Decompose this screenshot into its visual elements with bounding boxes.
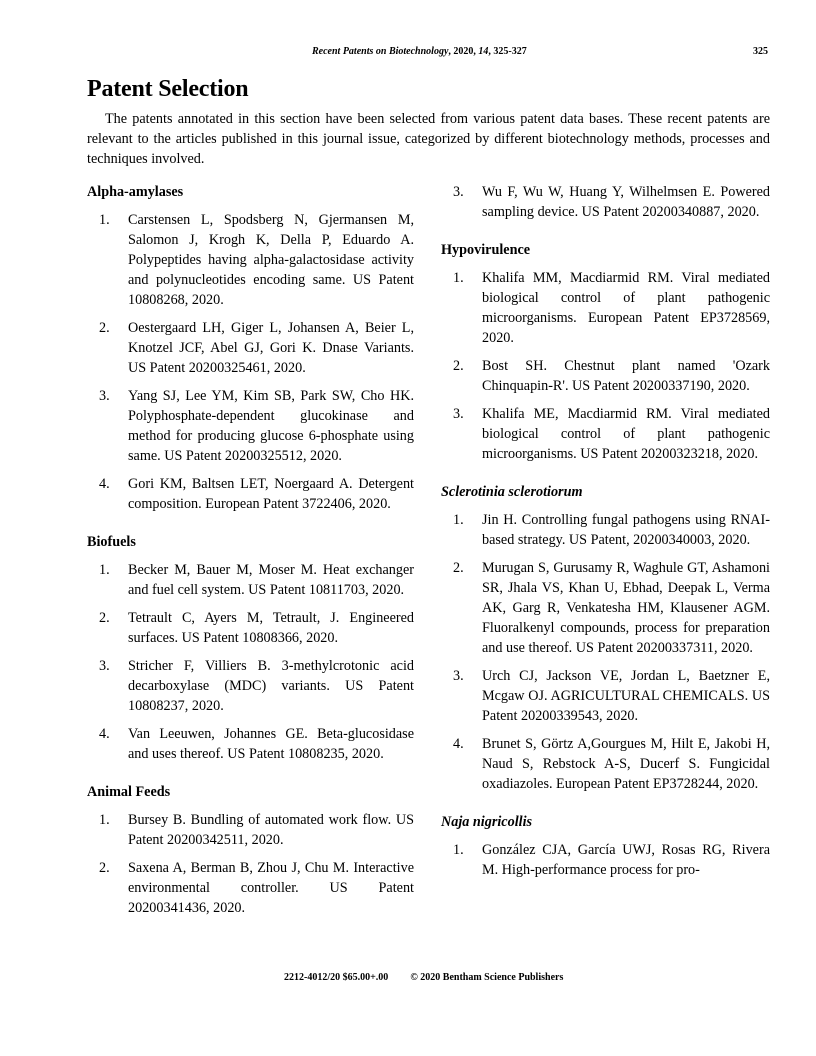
reference-item [441,666,770,726]
reference-number: 3. [453,406,464,422]
journal-volume: 14 [478,46,489,57]
reference-text: Tetrault C, Ayers M, Tetrault, J. Engineered surfaces. US Patent 10808366, 2020. [128,610,414,646]
section-heading: Sclerotinia sclerotiorum [441,484,583,500]
reference-text: Saxena A, Berman B, Zhou J, Chu M. Interactive environmental controller. US Patent 20200341436, 2020. [128,860,414,916]
section-sclerotinia-sclerotiorum [441,482,770,794]
section-heading: Hypovirulence [441,242,531,258]
reference-text: Brunet S, Görtz A,Gourgues M, Hilt E, Jakobi H, Naud S, Rebstock A-S, Ducerf S. Fungicidal oxadiazoles. European Patent EP3728244, 2020. [482,736,770,792]
reference-number: 3. [453,668,464,684]
reference-item [87,858,414,918]
reference-text: Bost SH. Chestnut plant named 'Ozark Chinquapin-R'. US Patent 20200337190, 2020. [482,358,770,394]
reference-number: 2. [99,320,110,336]
reference-text: Carstensen L, Spodsberg N, Gjermansen M, Salomon J, Krogh K, Della P, Eduardo A. Polypeptides having alpha-galactosidase activity and polynucleotides encoding same. US Patent 10808268, 2020. [128,212,414,308]
page-title: Patent Selection [87,76,249,102]
section-heading: Biofuels [87,534,136,550]
reference-number: 1. [453,842,464,858]
section-biofuels [87,532,414,764]
copyright: © 2020 Bentham Science Publishers [410,972,564,983]
reference-text: Urch CJ, Jackson VE, Jordan L, Baetzner E, Mcgaw OJ. AGRICULTURAL CHEMICALS. US Patent 20200339543, 2020. [482,668,770,724]
reference-item [87,810,414,850]
reference-item [441,356,770,396]
reference-item [441,510,770,550]
reference-text: Khalifa ME, Macdiarmid RM. Viral mediated biological control of plant pathogenic microorganisms. US Patent 20200323218, 2020. [482,406,770,462]
reference-number: 3. [99,388,110,404]
page-number: 325 [753,46,768,57]
reference-number: 4. [453,736,464,752]
reference-item [441,268,770,348]
section-naja-nigricollis [441,812,770,880]
reference-text: Stricher F, Villiers B. 3-methylcrotonic acid decarboxylase (MDC) variants. US Patent 10808237, 2020. [128,658,414,714]
intro-paragraph: The patents annotated in this section have been selected from various patent data bases. These recent patents are relevant to the articles published in this journal issue, categorized by different biotechnology methods, processes and techniques involved. [87,111,770,167]
reference-number: 1. [99,812,110,828]
reference-list [87,810,414,918]
reference-text: Murugan S, Gurusamy R, Waghule GT, Ashamoni SR, Jhala VS, Khan U, Ebhad, Deepak L, Verma AK, Garg R, Venkatesha HM, Klausener AGM. Fluoralkenyl compounds, process for preparation and use thereof. US Patent 20200337311, 2020. [482,560,770,656]
section-heading: Alpha-amylases [87,184,184,200]
section-alpha-amylases [87,182,414,514]
reference-item [87,386,414,466]
reference-number: 1. [99,562,110,578]
reference-text: Van Leeuwen, Johannes GE. Beta-glucosidase and uses thereof. US Patent 10808235, 2020. [128,726,414,762]
reference-item [441,734,770,794]
section-animal-feeds [87,782,414,918]
reference-number: 4. [99,476,110,492]
reference-text: Gori KM, Baltsen LET, Noergaard A. Detergent composition. European Patent 3722406, 2020. [128,476,414,512]
right-column [441,182,770,898]
reference-item [87,656,414,716]
reference-text: Khalifa MM, Macdiarmid RM. Viral mediated biological control of plant pathogenic microorganisms. European Patent EP3728569, 2020. [482,270,770,346]
reference-text: Jin H. Controlling fungal pathogens using RNAI-based strategy. US Patent, 20200340003, 2020. [482,512,770,548]
reference-item [87,608,414,648]
reference-item [87,724,414,764]
reference-item [441,558,770,658]
reference-text: González CJA, García UWJ, Rosas RG, Rivera M. High-performance process for pro- [482,842,770,878]
issn-price: 2212-4012/20 $65.00+.00 [284,972,389,983]
reference-list [87,210,414,514]
reference-number: 4. [99,726,110,742]
page-footer [284,972,563,983]
reference-item [87,210,414,310]
reference-text: Wu F, Wu W, Huang Y, Wilhelmsen E. Powered sampling device. US Patent 20200340887, 2020. [482,184,770,220]
running-head [312,46,768,57]
reference-item [87,474,414,514]
reference-list [87,560,414,764]
reference-number: 3. [453,184,464,200]
reference-text: Yang SJ, Lee YM, Kim SB, Park SW, Cho HK. Polyphosphate-dependent glucokinase and method for producing glucose 6-phosphate using same. US Patent 20200325512, 2020. [128,388,414,464]
reference-item [441,840,770,880]
reference-number: 2. [99,860,110,876]
reference-number: 2. [99,610,110,626]
reference-list [441,840,770,880]
journal-year: , 2020, [448,46,479,57]
reference-number: 1. [453,270,464,286]
journal-pages: , 325-327 [488,46,527,57]
left-column [87,182,414,936]
reference-text: Becker M, Bauer M, Moser M. Heat exchanger and fuel cell system. US Patent 10811703, 2020. [128,562,414,598]
reference-item [87,560,414,600]
reference-item [87,318,414,378]
reference-number: 1. [453,512,464,528]
section-hypovirulence [441,240,770,464]
reference-number: 2. [453,560,464,576]
journal-title: Recent Patents on Biotechnology [312,46,449,57]
reference-item [441,182,770,222]
reference-list [441,182,770,222]
reference-list [441,510,770,794]
journal-citation [312,46,527,57]
reference-number: 2. [453,358,464,374]
reference-item [441,404,770,464]
reference-number: 1. [99,212,110,228]
section-heading: Naja nigricollis [441,814,533,830]
reference-text: Oestergaard LH, Giger L, Johansen A, Beier L, Knotzel JCF, Abel GJ, Gori K. Dnase Variants. US Patent 20200325461, 2020. [128,320,414,376]
section-heading: Animal Feeds [87,784,171,800]
section-animal-feeds-continued [441,182,770,222]
reference-number: 3. [99,658,110,674]
reference-list [441,268,770,464]
reference-text: Bursey B. Bundling of automated work flow. US Patent 20200342511, 2020. [128,812,414,848]
